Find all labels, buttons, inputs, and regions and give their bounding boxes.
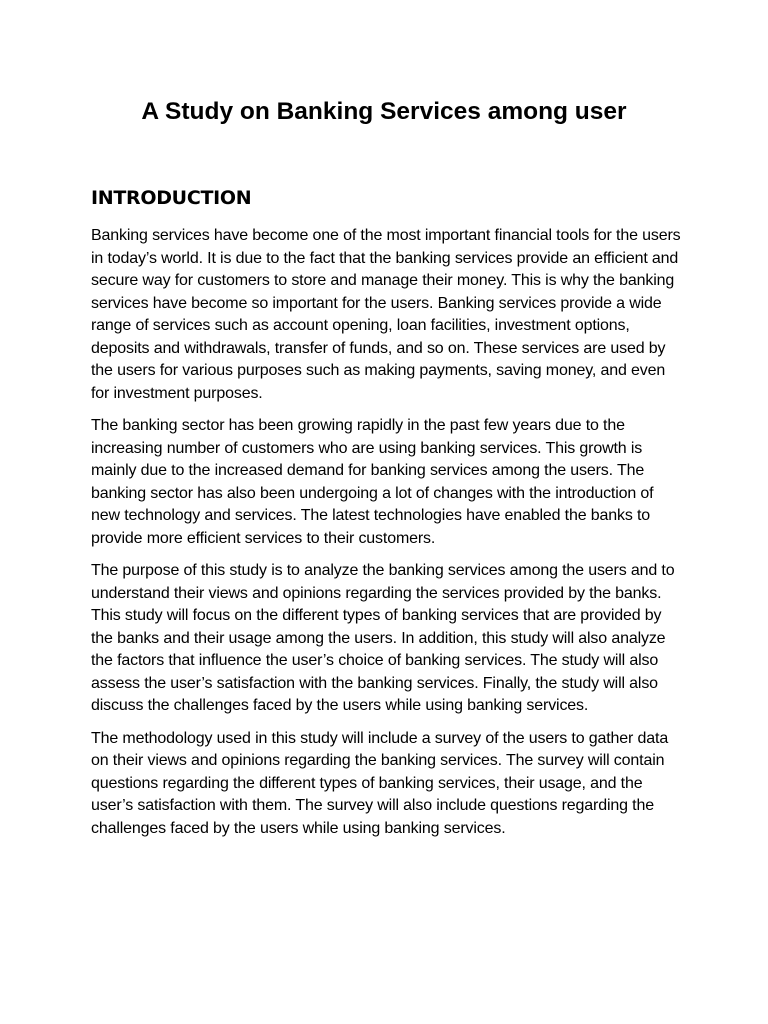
paragraph-2: The banking sector has been growing rapidly in the past few years due to the increasing number of customers who are using banking services. This growth is mainly due to the increased demand for banking services among the users. The banking sector has also been undergoing a lot of changes with the introduction of new technology and services. The latest technologies have enabled the banks to provide more efficient services to their customers. bbox=[91, 417, 654, 547]
paragraph-4: The methodology used in this study will include a survey of the users to gather data on their views and opinions regarding the banking services. The survey will contain questions regarding the different types of banking services, their usage, and the user’s satisfaction with them. The survey will also include questions regarding the challenges faced by the users while using banking services. bbox=[91, 729, 669, 837]
section-heading-introduction: INTRODUCTION bbox=[91, 187, 252, 209]
paragraph-3: The purpose of this study is to analyze the banking services among the users and to understand their views and opinions regarding the services provided by the banks. This study will focus on the different types of banking services that are provided by the banks and their usage among the users. In addition, this study will also analyze the factors that influence the user’s choice of banking services. The study will also assess the user’s satisfaction with the banking services. Finally, the study will also discuss the challenges faced by the users while using banking services. bbox=[91, 562, 675, 714]
paragraph-1: Banking services have become one of the most important financial tools for the users in today’s world. It is due to the fact that the banking services provide an efficient and secure way for customers to store and manage their money. This is why the banking services have become so important for the users. Banking services provide a wide range of services such as account opening, loan facilities, investment options, deposits and withdrawals, transfer of funds, and so on. These services are used by the users for various purposes such as making payments, saving money, and even for investment purposes. bbox=[91, 227, 681, 402]
document-title: A Study on Banking Services among user bbox=[141, 98, 627, 125]
document-body bbox=[91, 225, 683, 850]
